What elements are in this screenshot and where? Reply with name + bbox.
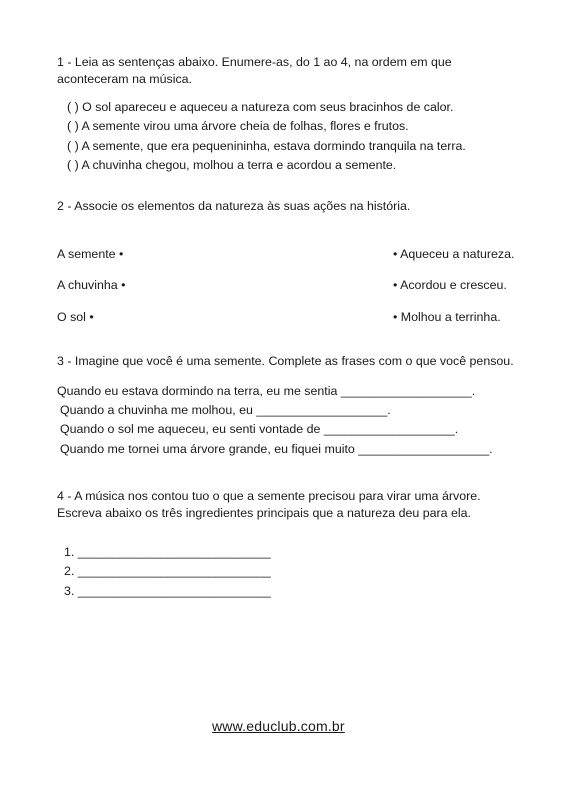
question-1-option: ( ) A chuvinha chegou, molhou a terra e acordou a semente. xyxy=(67,158,397,172)
question-3-title: 3 - Imagine que você é uma semente. Complete as frases com o que você pensou. xyxy=(57,354,514,368)
question-1-title: 1 - Leia as sentenças abaixo. Enumere-as, do 1 ao 4, na ordem em que aconteceram na música. xyxy=(57,55,452,86)
question-4-blank: 1. ____________________________ xyxy=(64,545,271,559)
question-2-title: 2 - Associe os elementos da natureza às suas ações na história. xyxy=(57,199,411,213)
question-2-left-item: O sol • xyxy=(57,310,94,324)
question-3-line: Quando o sol me aqueceu, eu senti vontade de ___________________. xyxy=(60,422,459,436)
question-2-right-item: • Aqueceu a natureza. xyxy=(393,247,515,261)
question-4-blank: 3. ____________________________ xyxy=(64,584,271,598)
question-2-left-item: A semente • xyxy=(57,247,124,261)
question-3-line: Quando me tornei uma árvore grande, eu fiquei muito ___________________. xyxy=(60,442,493,456)
question-2-right-item: • Acordou e cresceu. xyxy=(393,278,507,292)
question-4-blank: 2. ____________________________ xyxy=(64,564,271,578)
question-3-line: Quando a chuvinha me molhou, eu ___________________. xyxy=(60,403,391,417)
question-1-option: ( ) O sol apareceu e aqueceu a natureza com seus bracinhos de calor. xyxy=(67,100,454,114)
question-2-left-item: A chuvinha • xyxy=(57,278,126,292)
question-1-option: ( ) A semente, que era pequenininha, estava dormindo tranquila na terra. xyxy=(67,139,466,153)
question-4-title: 4 - A música nos contou tuo o que a semente precisou para virar uma árvore. xyxy=(57,489,481,503)
question-2-right-item: • Molhou a terrinha. xyxy=(393,310,501,324)
footer-website-link[interactable]: www.educlub.com.br xyxy=(212,718,345,734)
question-3-line: Quando eu estava dormindo na terra, eu me sentia ___________________. xyxy=(57,384,476,398)
question-4-title: Escreva abaixo os três ingredientes principais que a natureza deu para ela. xyxy=(57,506,471,520)
question-1-option: ( ) A semente virou uma árvore cheia de folhas, flores e frutos. xyxy=(67,119,409,133)
